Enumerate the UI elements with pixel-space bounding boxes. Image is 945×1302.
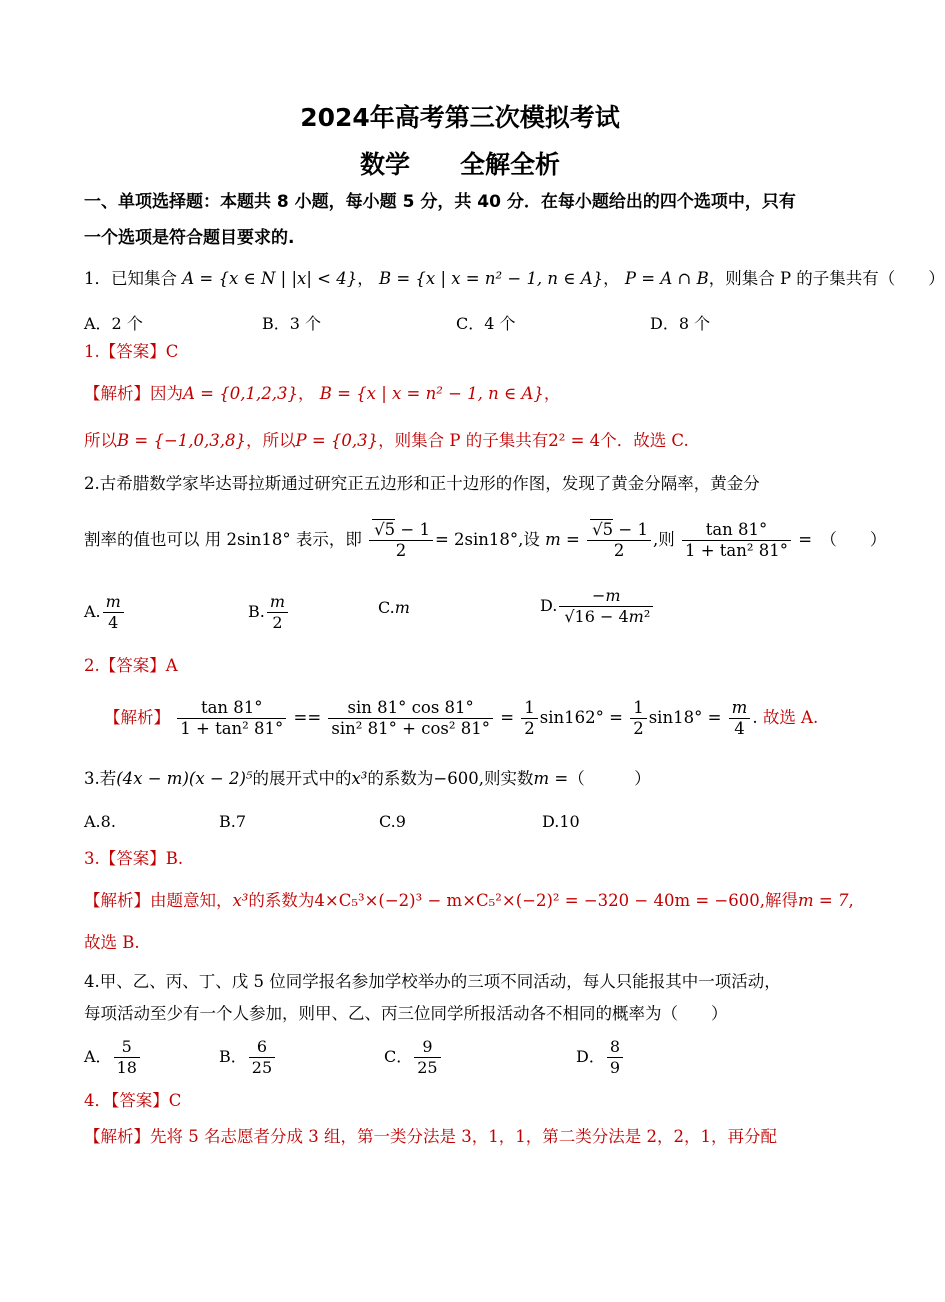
q3-exp-x3: x³: [232, 891, 249, 910]
q4-stem-1: 4.甲、乙、丙、丁、戊 5 位同学报名参加学校举办的三项不同活动，每人只能报其中一项活动，: [84, 972, 781, 991]
q3-option-c: C.9: [379, 812, 406, 831]
q3-text-a: 3.若: [84, 769, 117, 788]
q1-explanation-1: 【解析】因为A = {0,1,2,3}， B = {x | x = n² − 1, n ∈ A}，: [84, 384, 561, 403]
q2-option-a-label: A.: [84, 602, 101, 621]
q1-option-a: A．2 个: [84, 314, 143, 333]
q2-option-b: B. $\frac{m}{2}$: [248, 592, 290, 633]
q4-option-d-den: 9: [609, 1058, 621, 1077]
q1-set-a: A = {x ∈ N | |x| < 4}: [182, 269, 358, 288]
q4-option-c: [384, 1037, 443, 1078]
q4-option-c-den: 25: [417, 1058, 438, 1077]
q3-exp-label: 【解析】由题意知，: [84, 891, 233, 910]
q1-explanation-2: [84, 429, 840, 453]
q2-text-b: 2sin18°: [226, 530, 291, 549]
q1-set-b: B = {x | x = n² − 1, n ∈ A}: [378, 269, 604, 288]
q3-answer: 3.【答案】B.: [84, 849, 184, 868]
q4-option-a-num: 5: [114, 1037, 140, 1058]
q1-stem: 1．已知集合 A = {x ∈ N | |x| < 4}， B = {x | x = n² − 1, n ∈ A}， P = A ∩ B，则集合 P 的子集共有（ ）: [84, 269, 945, 288]
page-title: 2024年高考第三次模拟考试: [300, 103, 620, 132]
q1-exp-set-b: B = {x | x = n² − 1, n ∈ A}: [319, 384, 544, 403]
q2-option-d-label: D.: [540, 596, 558, 615]
q2-option-a: A. $\frac{m}{4}$: [84, 592, 126, 633]
q3-text-e: （ ）: [568, 769, 651, 788]
q3-text-c: 的系数为: [367, 769, 434, 788]
q1-suffix: ，则集合 P 的子集共有（ ）: [708, 269, 945, 288]
q4-option-d-label: D．: [576, 1047, 605, 1066]
q2-text-d: = 2sin18°,设: [434, 530, 540, 549]
q2-option-c-value: m: [394, 598, 410, 617]
q4-answer: 4．【答案】C: [84, 1091, 182, 1110]
q2-m-fraction: $\frac{√5 - 1}{2}$: [587, 520, 651, 561]
q3-exp-b: ,解得: [759, 891, 798, 910]
q4-option-a-label: A．: [84, 1047, 112, 1066]
q2-tan-fraction: $\frac{\tan 81^\circ}{\text{1 + tan² 81°}}$: [682, 520, 791, 561]
q4-option-a-den: 18: [116, 1058, 137, 1077]
q4-option-d: [576, 1037, 625, 1078]
q4-option-b-label: B．: [219, 1047, 247, 1066]
q3-explanation: [84, 889, 854, 913]
q1-answer: 1.【答案】C: [84, 342, 179, 361]
q3-stem: [84, 767, 840, 791]
q3-text-b: 的展开式中的: [252, 769, 352, 788]
q1-exp2-b: ，所以: [246, 431, 296, 450]
q2-text-c: 表示，即: [295, 530, 362, 549]
q1-exp2-set-p: P = {0,3}: [295, 431, 379, 450]
q4-option-c-num: 9: [414, 1037, 440, 1058]
q3-option-d: D.10: [542, 812, 580, 831]
q1-prefix: 1．已知集合: [84, 269, 177, 288]
q2-golden-fraction: $\frac{√5 - 1}{2}$: [369, 520, 433, 561]
q1-exp2-c: ，则集合 P 的子集共有: [378, 431, 549, 450]
q2-option-b-label: B.: [248, 602, 265, 621]
q1-option-b: B．3 个: [262, 314, 322, 333]
q2-answer: 2.【答案】A: [84, 656, 178, 675]
q2-explanation: 【解析】 $\frac{\tan 81^\circ}{\text{1 + tan² 81°}}$ == $\frac{\sin 81^\circ \cos 81^\circ}{\text{sin² 81° + cos² 81°}}$ = $\frac{1}{2}$ sin162° = $\frac{1}{2}$ sin18° = $\frac{m}{4}$ . 故选 A.: [104, 698, 819, 738]
q2-option-c-label: C.: [378, 598, 395, 617]
q3-exp-expr: 4×C₅³×(−2)³ − m×C₅²×(−2)² = −320 − 40m = −600: [314, 891, 760, 910]
q3-expr: (4x − m)(x − 2)⁵: [116, 769, 253, 788]
q2-stem-1: 2.古希腊数学家毕达哥拉斯通过研究正五边形和正十边形的作图，发现了黄金分隔率，黄金分: [84, 474, 760, 493]
q3-value: −600: [433, 769, 479, 788]
q1-option-c: C．4 个: [456, 314, 516, 333]
q4-option-c-label: C．: [384, 1047, 413, 1066]
q1-exp-set-a: A = {0,1,2,3}: [183, 384, 298, 403]
q3-text-d: ,则实数: [478, 769, 534, 788]
q1-exp2-pow: 2² = 4: [548, 431, 601, 450]
q4-option-d-num: 8: [607, 1037, 623, 1058]
section-heading-cont: 一个选项是符合题目要求的.: [84, 228, 295, 248]
q3-exp-result: m = 7: [798, 891, 849, 910]
section-heading: 一、单项选择题：本题共 8 小题，每小题 5 分，共 40 分．在每小题给出的四个选项中，只有: [84, 192, 796, 212]
q2-exp-tail: 故选 A.: [762, 708, 819, 727]
q1-exp2-set-b: B = {−1,0,3,8}: [117, 431, 246, 450]
q3-explanation-end: 故选 B.: [84, 933, 140, 952]
page-subtitle: 数学 全解全析: [359, 150, 560, 179]
q3-option-b: B.7: [219, 812, 247, 831]
q4-stem-2: 每项活动至少有一个人参加，则甲、乙、丙三位同学所报活动各不相同的概率为（ ）: [84, 1004, 728, 1023]
q2-option-c: [378, 598, 410, 617]
q1-option-d: D．8 个: [650, 314, 711, 333]
q3-option-a: A.8.: [84, 812, 116, 831]
q1-exp-label: 【解析】因为: [84, 384, 183, 403]
q2-option-d: D. $\frac{-m}{\text{√16 − 4m²}}$: [540, 586, 655, 627]
q1-exp2-d: 个．故选 C.: [600, 431, 689, 450]
q3-m: m =: [533, 769, 569, 788]
q2-text-a: 割率的值也可以 用: [84, 530, 222, 549]
q2-text-e: ,则: [652, 530, 675, 549]
q4-option-b-den: 25: [251, 1058, 273, 1077]
q2-stem-2: 割率的值也可以 用 2sin18° 表示，即 $\frac{√5 - 1}{2}$ = 2sin18°,设 m = $\frac{√5 - 1}{2}$ ,则 $\frac{\tan 81^\circ}{\text{1 + tan² 81°}}$ = （ ）: [84, 520, 887, 560]
q2-text-f: = （ ）: [798, 530, 887, 549]
q3-exp-mid: 的系数为: [248, 891, 315, 910]
q1-set-p: P = A ∩ B: [624, 269, 709, 288]
q4-option-b-num: 6: [249, 1037, 275, 1058]
q1-exp2-a: 所以: [84, 431, 117, 450]
q4-option-b: [219, 1037, 277, 1078]
q4-explanation: 【解析】先将 5 名志愿者分成 3 组，第一类分法是 3，1，1，第二类分法是 2，2，1，再分配: [84, 1127, 777, 1146]
q3-x3: x³: [351, 769, 368, 788]
q3-exp-c: ,: [848, 891, 854, 910]
q2-exp-label: 【解析】: [104, 708, 170, 727]
q4-option-a: [84, 1037, 142, 1078]
